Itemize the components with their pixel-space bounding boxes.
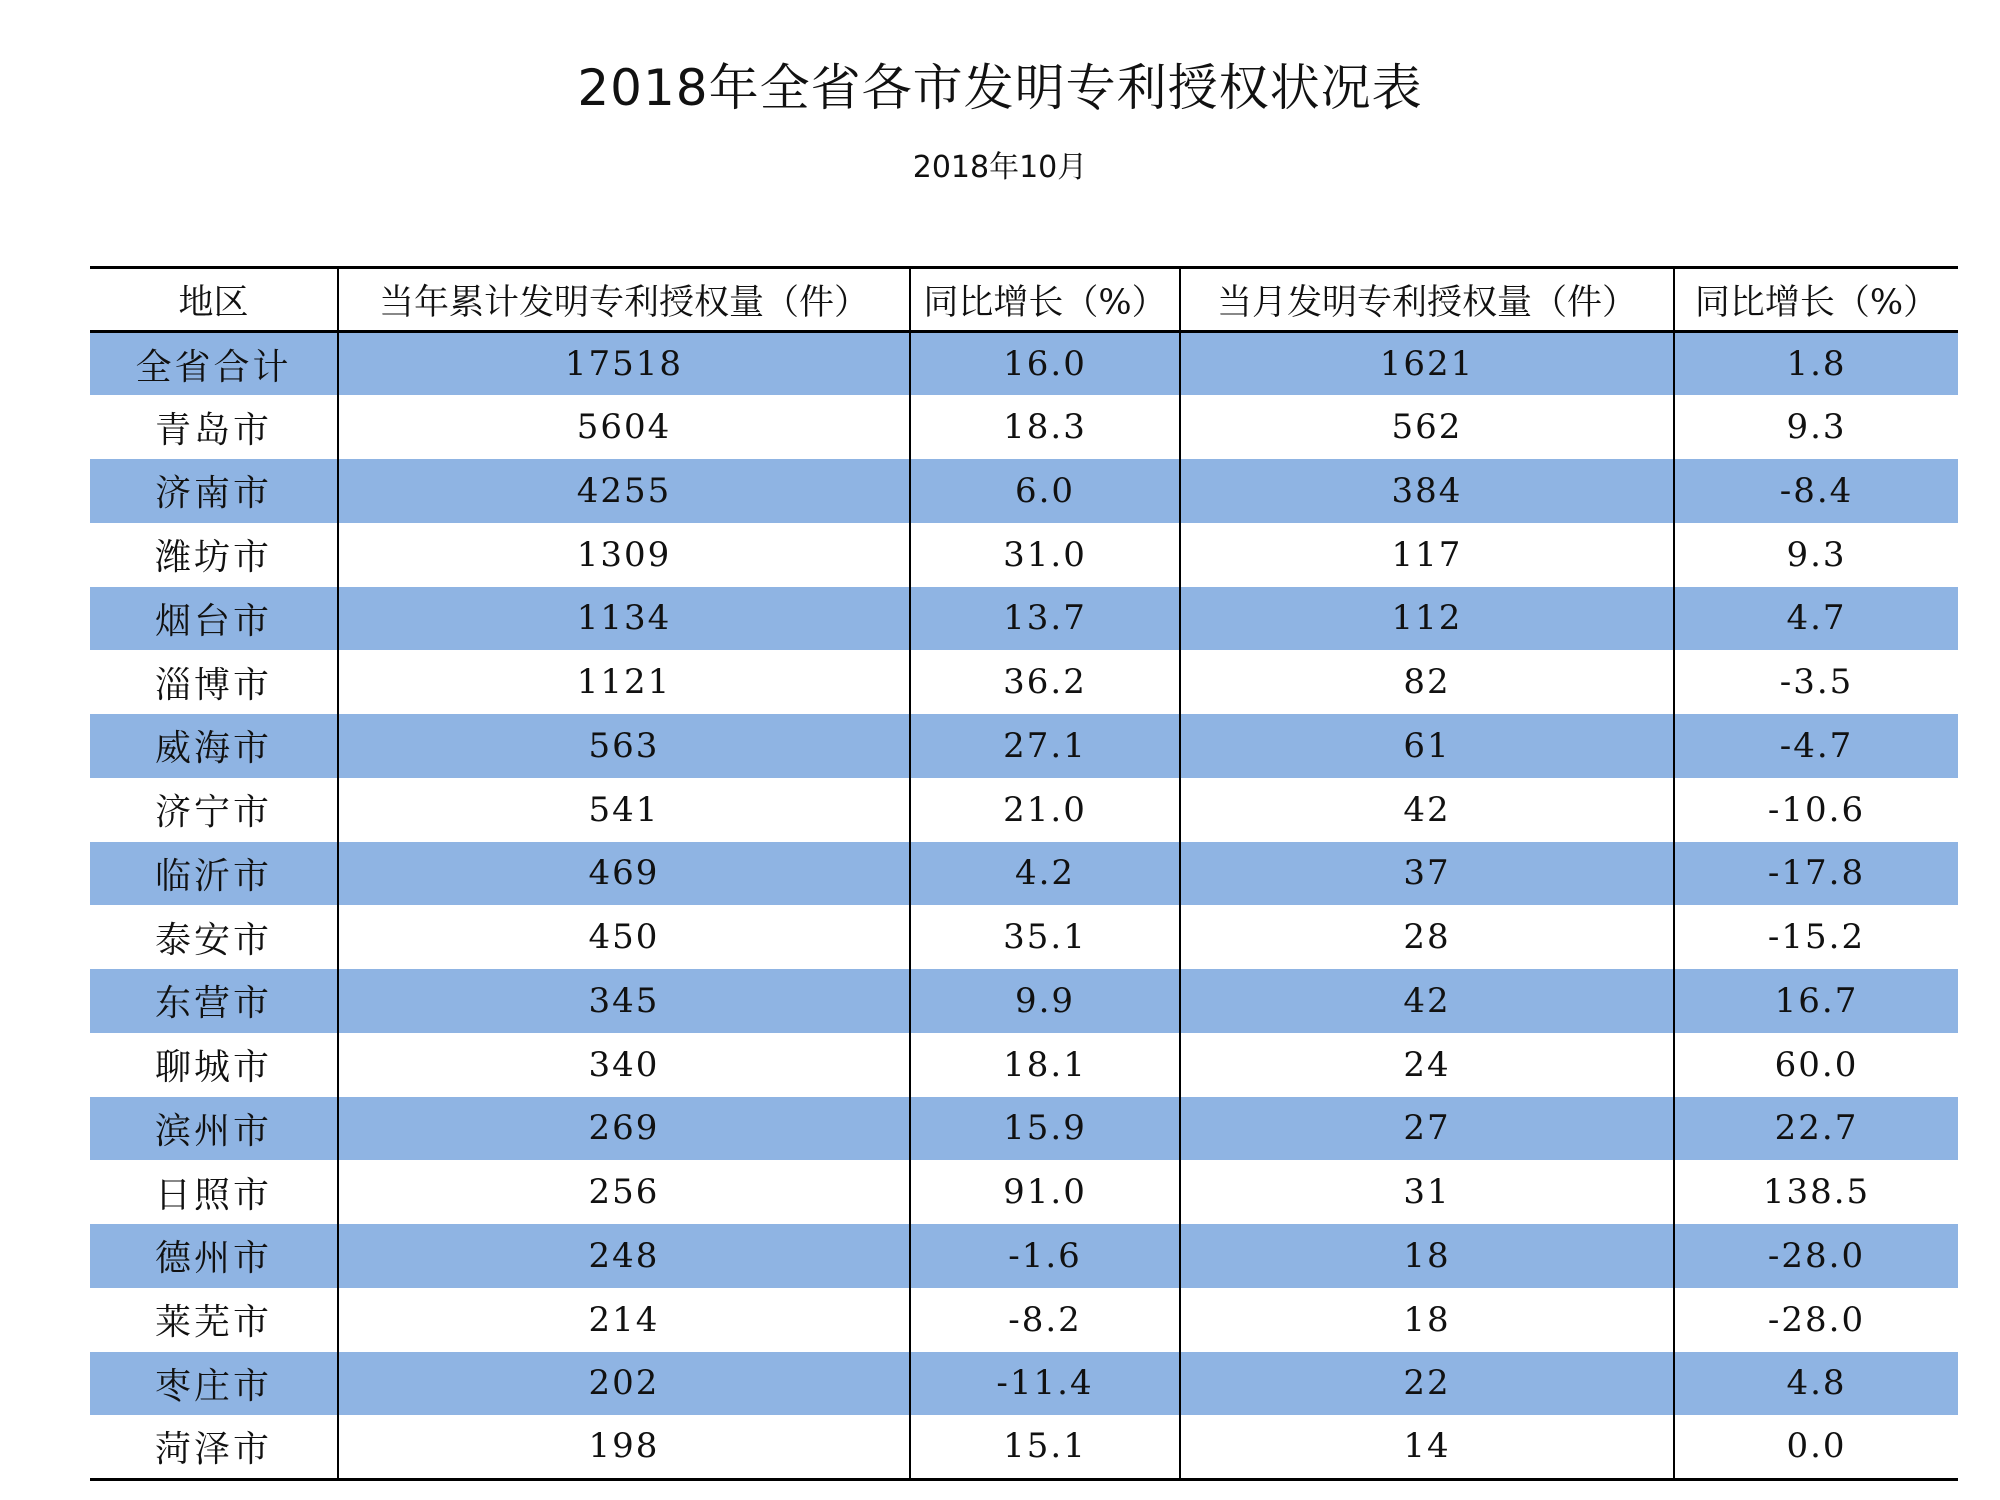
table-row [90, 1097, 1958, 1161]
header-annual-grants: 当年累计发明专利授权量（件） [338, 268, 910, 332]
patent-table [90, 266, 1958, 1481]
monthly-grants-cell: 117 [1180, 523, 1674, 587]
monthly-growth-cell: 0.0 [1674, 1415, 1958, 1479]
table-row [90, 778, 1958, 842]
header-monthly-grants: 当月发明专利授权量（件） [1180, 268, 1674, 332]
annual-grants-cell: 214 [338, 1288, 910, 1352]
table-body [90, 332, 1958, 1480]
annual-growth-cell: 15.1 [910, 1415, 1180, 1479]
table-row [90, 969, 1958, 1033]
monthly-growth-cell: -4.7 [1674, 714, 1958, 778]
header-annual-growth: 同比增长（%） [910, 268, 1180, 332]
annual-grants-cell: 563 [338, 714, 910, 778]
monthly-growth-cell: 4.8 [1674, 1352, 1958, 1416]
annual-growth-cell: 15.9 [910, 1097, 1180, 1161]
table-row [90, 523, 1958, 587]
annual-grants-cell: 1121 [338, 650, 910, 714]
annual-growth-cell: 13.7 [910, 587, 1180, 651]
monthly-growth-cell: -3.5 [1674, 650, 1958, 714]
region-cell: 潍坊市 [154, 537, 272, 579]
monthly-grants-cell: 24 [1180, 1033, 1674, 1097]
region-cell: 淄博市 [154, 664, 272, 706]
monthly-growth-cell: 1.8 [1674, 332, 1958, 396]
region-cell: 莱芜市 [154, 1302, 272, 1344]
annual-grants-cell: 469 [338, 842, 910, 906]
region-cell: 聊城市 [154, 1047, 272, 1089]
annual-growth-cell: 4.2 [910, 842, 1180, 906]
monthly-grants-cell: 562 [1180, 395, 1674, 459]
monthly-growth-cell: -10.6 [1674, 778, 1958, 842]
monthly-grants-cell: 18 [1180, 1288, 1674, 1352]
region-cell: 枣庄市 [90, 1352, 338, 1416]
table-header [90, 268, 1958, 332]
monthly-grants-cell: 112 [1180, 587, 1674, 651]
table-row [90, 395, 1958, 459]
monthly-growth-cell: -28.0 [1674, 1288, 1958, 1352]
monthly-grants-cell: 42 [1180, 969, 1674, 1033]
monthly-grants-cell: 42 [1180, 778, 1674, 842]
annual-grants-cell: 340 [338, 1033, 910, 1097]
annual-growth-cell: 27.1 [910, 714, 1180, 778]
monthly-growth-cell: 60.0 [1674, 1033, 1958, 1097]
region-cell: 日照市 [154, 1174, 272, 1216]
annual-grants-cell: 450 [338, 905, 910, 969]
monthly-growth-cell: -8.4 [1674, 459, 1958, 523]
monthly-growth-cell: 9.3 [1674, 395, 1958, 459]
region-cell: 济宁市 [154, 792, 272, 834]
annual-grants-cell: 256 [338, 1160, 910, 1224]
monthly-grants-cell: 1621 [1180, 332, 1674, 396]
table-row [90, 1160, 1958, 1224]
monthly-grants-cell: 384 [1180, 459, 1674, 523]
annual-growth-cell: 16.0 [910, 332, 1180, 396]
annual-growth-cell: 18.1 [910, 1033, 1180, 1097]
page-subtitle: 2018年10月 [912, 150, 1088, 185]
table-row [90, 905, 1958, 969]
page-title: 2018年全省各市发明专利授权状况表 [577, 59, 1423, 117]
region-cell: 滨州市 [90, 1097, 338, 1161]
annual-growth-cell: -11.4 [910, 1352, 1180, 1416]
monthly-growth-cell: 138.5 [1674, 1160, 1958, 1224]
region-cell: 菏泽市 [154, 1428, 272, 1470]
monthly-growth-cell: 16.7 [1674, 969, 1958, 1033]
annual-grants-cell: 269 [338, 1097, 910, 1161]
annual-grants-cell: 1134 [338, 587, 910, 651]
monthly-growth-cell: -28.0 [1674, 1224, 1958, 1288]
monthly-grants-cell: 18 [1180, 1224, 1674, 1288]
table-row [90, 714, 1958, 778]
table-row [90, 587, 1958, 651]
annual-grants-cell: 5604 [338, 395, 910, 459]
annual-grants-cell: 1309 [338, 523, 910, 587]
annual-grants-cell: 202 [338, 1352, 910, 1416]
region-cell: 烟台市 [90, 587, 338, 651]
annual-grants-cell: 248 [338, 1224, 910, 1288]
monthly-grants-cell: 61 [1180, 714, 1674, 778]
annual-growth-cell: 18.3 [910, 395, 1180, 459]
monthly-growth-cell: 4.7 [1674, 587, 1958, 651]
monthly-grants-cell: 14 [1180, 1415, 1674, 1479]
monthly-growth-cell: -17.8 [1674, 842, 1958, 906]
header-monthly-growth: 同比增长（%） [1674, 268, 1958, 332]
table-row [90, 1033, 1958, 1097]
header-region: 地区 [178, 282, 249, 323]
annual-grants-cell: 17518 [338, 332, 910, 396]
annual-growth-cell: -8.2 [910, 1288, 1180, 1352]
region-cell: 东营市 [90, 969, 338, 1033]
table-row [90, 1352, 1958, 1416]
patent-table-container [90, 266, 1958, 1481]
annual-growth-cell: 6.0 [910, 459, 1180, 523]
annual-growth-cell: 35.1 [910, 905, 1180, 969]
monthly-grants-cell: 31 [1180, 1160, 1674, 1224]
region-cell: 青岛市 [154, 409, 272, 451]
table-row [90, 842, 1958, 906]
monthly-grants-cell: 82 [1180, 650, 1674, 714]
table-row [90, 1415, 1958, 1479]
header-row [90, 268, 1958, 332]
monthly-growth-cell: 22.7 [1674, 1097, 1958, 1161]
table-row [90, 650, 1958, 714]
table-row [90, 1288, 1958, 1352]
annual-grants-cell: 198 [338, 1415, 910, 1479]
annual-growth-cell: 21.0 [910, 778, 1180, 842]
annual-growth-cell: -1.6 [910, 1224, 1180, 1288]
table-row [90, 332, 1958, 396]
monthly-grants-cell: 27 [1180, 1097, 1674, 1161]
table-row [90, 1224, 1958, 1288]
table-row [90, 459, 1958, 523]
monthly-grants-cell: 28 [1180, 905, 1674, 969]
annual-growth-cell: 36.2 [910, 650, 1180, 714]
region-cell: 威海市 [90, 714, 338, 778]
region-cell: 济南市 [90, 459, 338, 523]
monthly-growth-cell: 9.3 [1674, 523, 1958, 587]
annual-grants-cell: 541 [338, 778, 910, 842]
annual-grants-cell: 4255 [338, 459, 910, 523]
region-cell: 德州市 [90, 1224, 338, 1288]
annual-growth-cell: 91.0 [910, 1160, 1180, 1224]
monthly-grants-cell: 22 [1180, 1352, 1674, 1416]
region-cell: 临沂市 [90, 842, 338, 906]
annual-growth-cell: 31.0 [910, 523, 1180, 587]
monthly-growth-cell: -15.2 [1674, 905, 1958, 969]
region-cell: 泰安市 [154, 919, 272, 961]
monthly-grants-cell: 37 [1180, 842, 1674, 906]
annual-growth-cell: 9.9 [910, 969, 1180, 1033]
annual-grants-cell: 345 [338, 969, 910, 1033]
region-cell: 全省合计 [90, 332, 338, 396]
